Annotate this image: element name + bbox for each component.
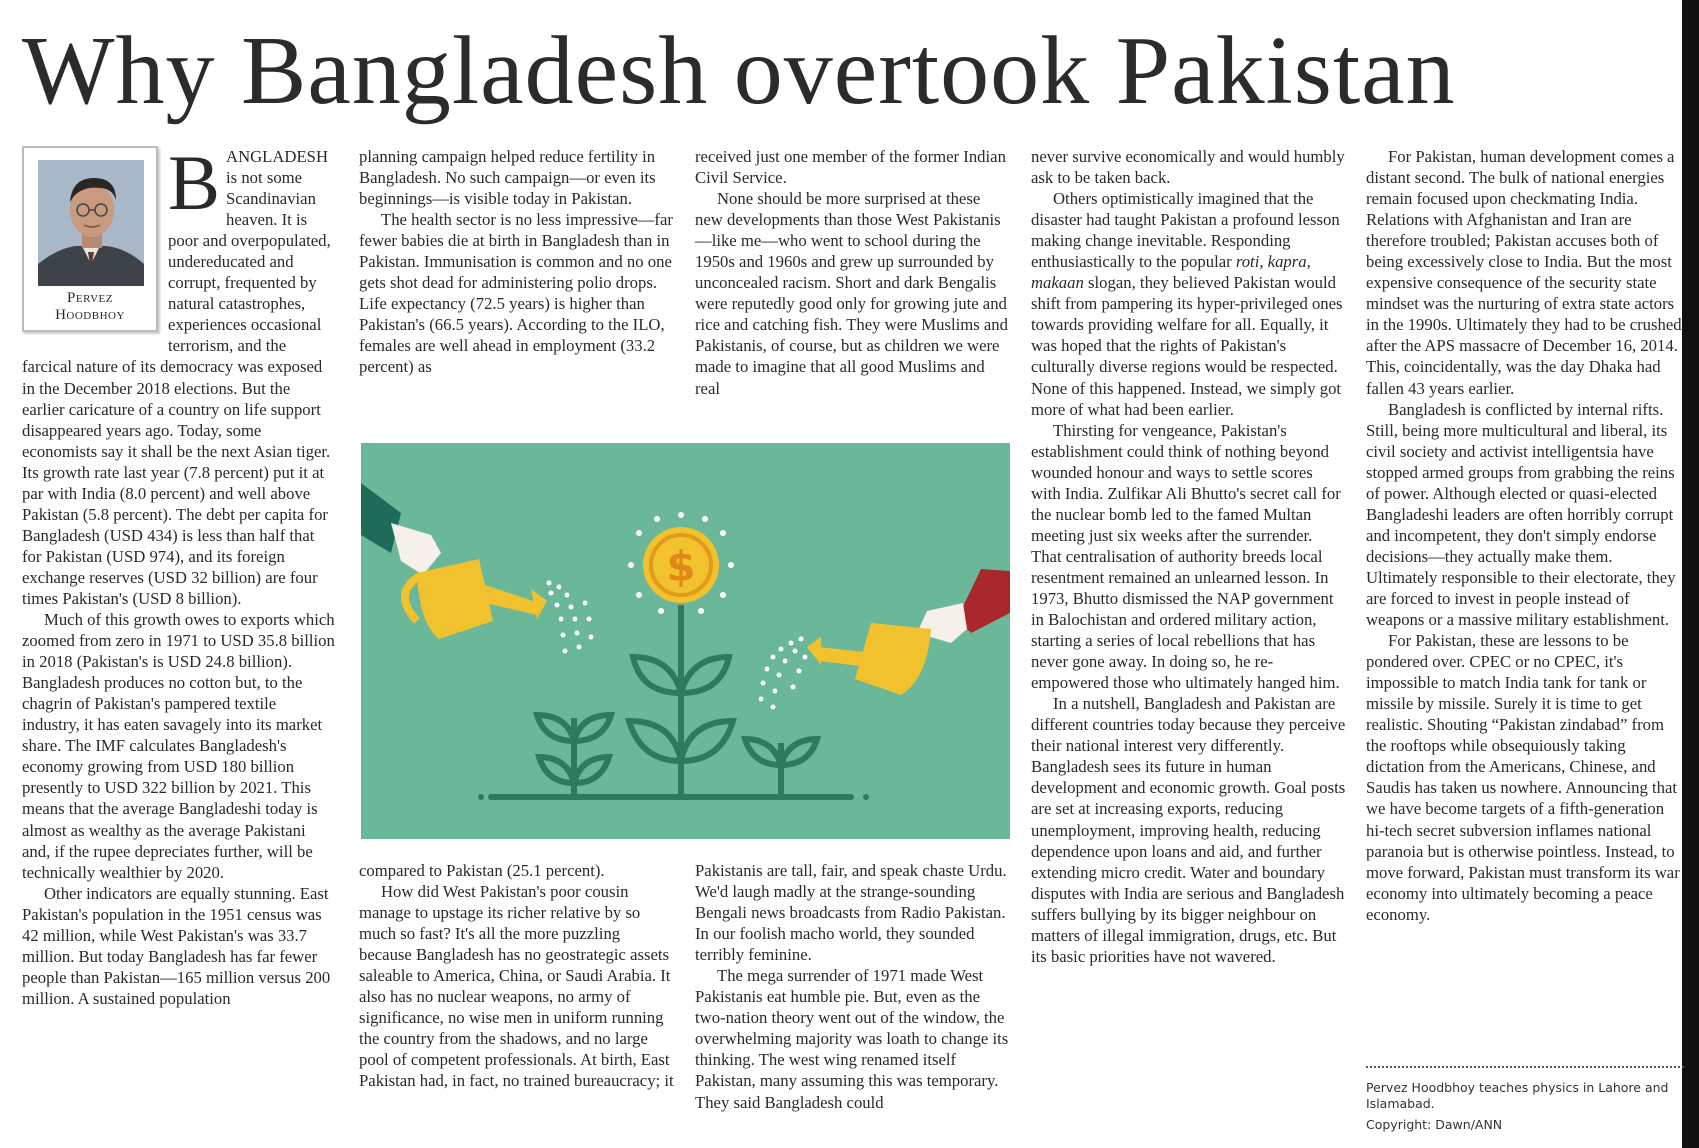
column-2-bottom (359, 860, 675, 1148)
col3-paragraph-2: None should be more surprised at these new developments than those West Pakistanis—like me—who went to school during the 1950s and 1960s and grew up surrounded by unconcealed racism. Short and dark Bengalis were reputedly good only for growing jute and rice and catching fish. They were Muslims and Pakistanis, of course, but as children we were made to imagine that all good Muslims and real (695, 189, 1008, 398)
copyright-note: Copyright: Dawn/ANN (1366, 1117, 1503, 1132)
col5-paragraph-3: For Pakistan, these are lessons to be pondered over. CPEC or no CPEC, it's impossible to match India tank for tank or missile by missile. Surely it is time to get realistic. Shouting “Pakistan zindabad” from the rooftops while obsequiously taking dictation from the Americans, Chinese, and Saudis has taken us nowhere. Announcing that we have become targets of a fifth-generation hi-tech secret subversion inflames national paranoia but is otherwise pointless. Instead, to move forward, Pakistan must transform its war economy into ultimately becoming a peace economy. (1366, 631, 1680, 924)
column-1 (22, 146, 337, 1146)
col3-paragraph-3: Pakistanis are tall, fair, and speak chaste Urdu. We'd laugh madly at the strange-sounding Bengali news broadcasts from Radio Pakistan. In our foolish macho world, they sounded terribly feminine. (695, 861, 1007, 965)
column-4 (1031, 146, 1346, 1148)
illustration-money-plants (361, 443, 1010, 839)
page-edge (1682, 0, 1699, 1148)
column-3-top (695, 146, 1009, 426)
col4-paragraph-4: In a nutshell, Bangladesh and Pakistan are different countries today because they perceive their national interest very differently. Bangladesh sees its future in human development and economic growth. Goal posts are set at increasing exports, reducing unemployment, improving health, reducing dependence upon loans and aid, and further extending micro credit. Water and boundary disputes with India are serious and Bangladesh suffers bullying by its bigger neighbour on matters of illegal immigration, drugs, etc. But its basic priorities have not wavered. (1031, 694, 1346, 966)
headline: Why Bangladesh overtook Pakistan (22, 17, 1456, 125)
footnote-divider (1366, 1066, 1684, 1068)
col5-paragraph-2: Bangladesh is conflicted by internal rifts. Still, being more multicultural and liberal, its civil society and activist intelligentsia have stopped armed groups from grabbing the reins of power. Although elected or quasi-elected Bangladeshi leaders are often horribly corrupt and incompetent, they don't simply endorse decisions—they actually make them. Ultimately responsible to their electorate, they are forced to invest in people instead of weapons or a massive military establishment. (1366, 399, 1676, 630)
column-3-bottom (695, 860, 1009, 1148)
author-photo-box (22, 146, 158, 332)
col1-paragraph-2: Much of this growth owes to exports which zoomed from zero in 1971 to USD 35.8 billion in 2018 (Pakistan's is USD 24.8 billion). Bangladesh produces no cotton but, to the chagrin of Pakistan's pampered textile industry, it has eaten savagely into its market share. The IMF calculates Bangladesh's economy growing from USD 180 billion presently to USD 322 billion by 2021. This means that the average Bangladeshi today is almost as wealthy as the average Pakistani and, if the rupee depreciates further, will be technically wealthier by 2020. (22, 610, 335, 882)
coin-symbol: $ (666, 542, 696, 591)
col2-paragraph-1: planning campaign helped reduce fertility in Bangladesh. No such campaign—or even its beginnings—is visible today in Pakistan. (359, 147, 656, 209)
col3-paragraph-4: The mega surrender of 1971 made West Pakistanis eat humble pie. But, even as the two-nation theory went out of the window, the overwhelming majority was loath to change its thinking. The west wing renamed itself Pakistan, many assuming this was temporary. They said Bangladesh could (695, 966, 1009, 1112)
col1-paragraph-1: ANGLADESH is not some Scandinavian heaven. It is poor and overpopulated, undereducated and corrupt, frequented by natural catastrophes, experiences occasional terrorism, and the farcical nature of its democracy was exposed in the December 2018 elections. But the earlier caricature of a country on life support disappeared years ago. Today, some economists say it shall be the next Asian tiger. Its growth rate last year (7.8 percent) put it at par with India (8.0 percent) and well above Pakistan (5.8 percent). The debt per capita for Bangladesh (USD 434) is less than half that for Pakistan (USD 974), and its foreign exchange reserves (USD 32 billion) are four times Pakistan's (USD 8 billion). (22, 147, 331, 608)
col2-paragraph-2: The health sector is no less impressive—far fewer babies die at birth in Bangladesh than in Pakistan. Immunisation is common and no one gets shot dead for administering polio drops. Life expectancy (72.5 years) is higher than Pakistan's (66.5 years). According to the ILO, females are well ahead in employment (33.2 percent) as (359, 210, 673, 377)
col2-paragraph-3: compared to Pakistan (25.1 percent). (359, 861, 605, 880)
slogan-italic: roti, kapra, makaan (1031, 252, 1311, 293)
col5-paragraph-1: For Pakistan, human development comes a distant second. The bulk of national energies remain focused upon checkmating India. Relations with Afghanistan and Iran are therefore troubled; Pakistan accuses both of being excessively close to India. But the most expensive consequence of the security state mindset was the nurturing of extra state actors in the 1990s. Ultimately they had to be crushed after the APS massacre of December 16, 2014. This, coincidentally, was the day Dhaka had fallen 43 years earlier. (1366, 147, 1682, 398)
col4-p2-after: slogan, they believed Pakistan would shift from pampering its hyper-privileged ones towards providing welfare for all. Equally, it was hoped that the rights of Pakistan's culturally diverse regions would be respected. None of this happened. Instead, we simply got more of what had been earlier. (1031, 273, 1343, 419)
col4-p2-before: Others optimistically imagined that the disaster had taught Pakistan a profound lesson making change inevitable. Responding enthusiastically to the popular (1031, 189, 1340, 272)
col4-paragraph-2 (1031, 188, 1346, 420)
column-2-top (359, 146, 675, 426)
col1-paragraph-3: Other indicators are equally stunning. East Pakistan's population in the 1951 census was 42 million, while West Pakistan's was 33.7 million. But today Bangladesh has far fewer people than Pakistan—165 million versus 200 million. A sustained population (22, 883, 331, 1008)
col4-paragraph-1: never survive economically and would humbly ask to be taken back. (1031, 147, 1345, 188)
col2-paragraph-4: How did West Pakistan's poor cousin manage to upstage its richer relative by so much so fast? It's all the more puzzling because Bangladesh has no geostrategic assets saleable to America, China, or Saudi Arabia. It also has no nuclear weapons, no army of significance, no wise men in uniform running the country from the shadows, and no large pool of competent professionals. At birth, East Pakistan had, in fact, no trained bureaucracy; it (359, 882, 674, 1091)
col4-paragraph-3: Thirsting for vengeance, Pakistan's establishment could think of nothing beyond wounded honour and ways to settle scores with India. Zulfikar Ali Bhutto's secret call for the nuclear bomb led to the famed Multan meeting just six weeks after the surrender. That centralisation of authority breeds local resentment remained an unlearned lesson. In 1973, Bhutto dismissed the NAP government in Balochistan and ordered military action, starting a series of local rebellions that has never gone away. In doing so, he re-empowered those who ultimately hanged him. (1031, 420, 1341, 693)
column-5 (1366, 146, 1682, 1064)
author-name-line2: Hoodbhoy (55, 307, 125, 323)
author-photo (38, 160, 144, 286)
author-name-line1: Pervez (67, 290, 113, 306)
col3-paragraph-1: received just one member of the former Indian Civil Service. (695, 147, 1006, 188)
author-byline (24, 290, 156, 324)
drop-cap: B (168, 146, 221, 226)
author-note: Pervez Hoodbhoy teaches physics in Lahore and Islamabad. (1366, 1080, 1669, 1111)
